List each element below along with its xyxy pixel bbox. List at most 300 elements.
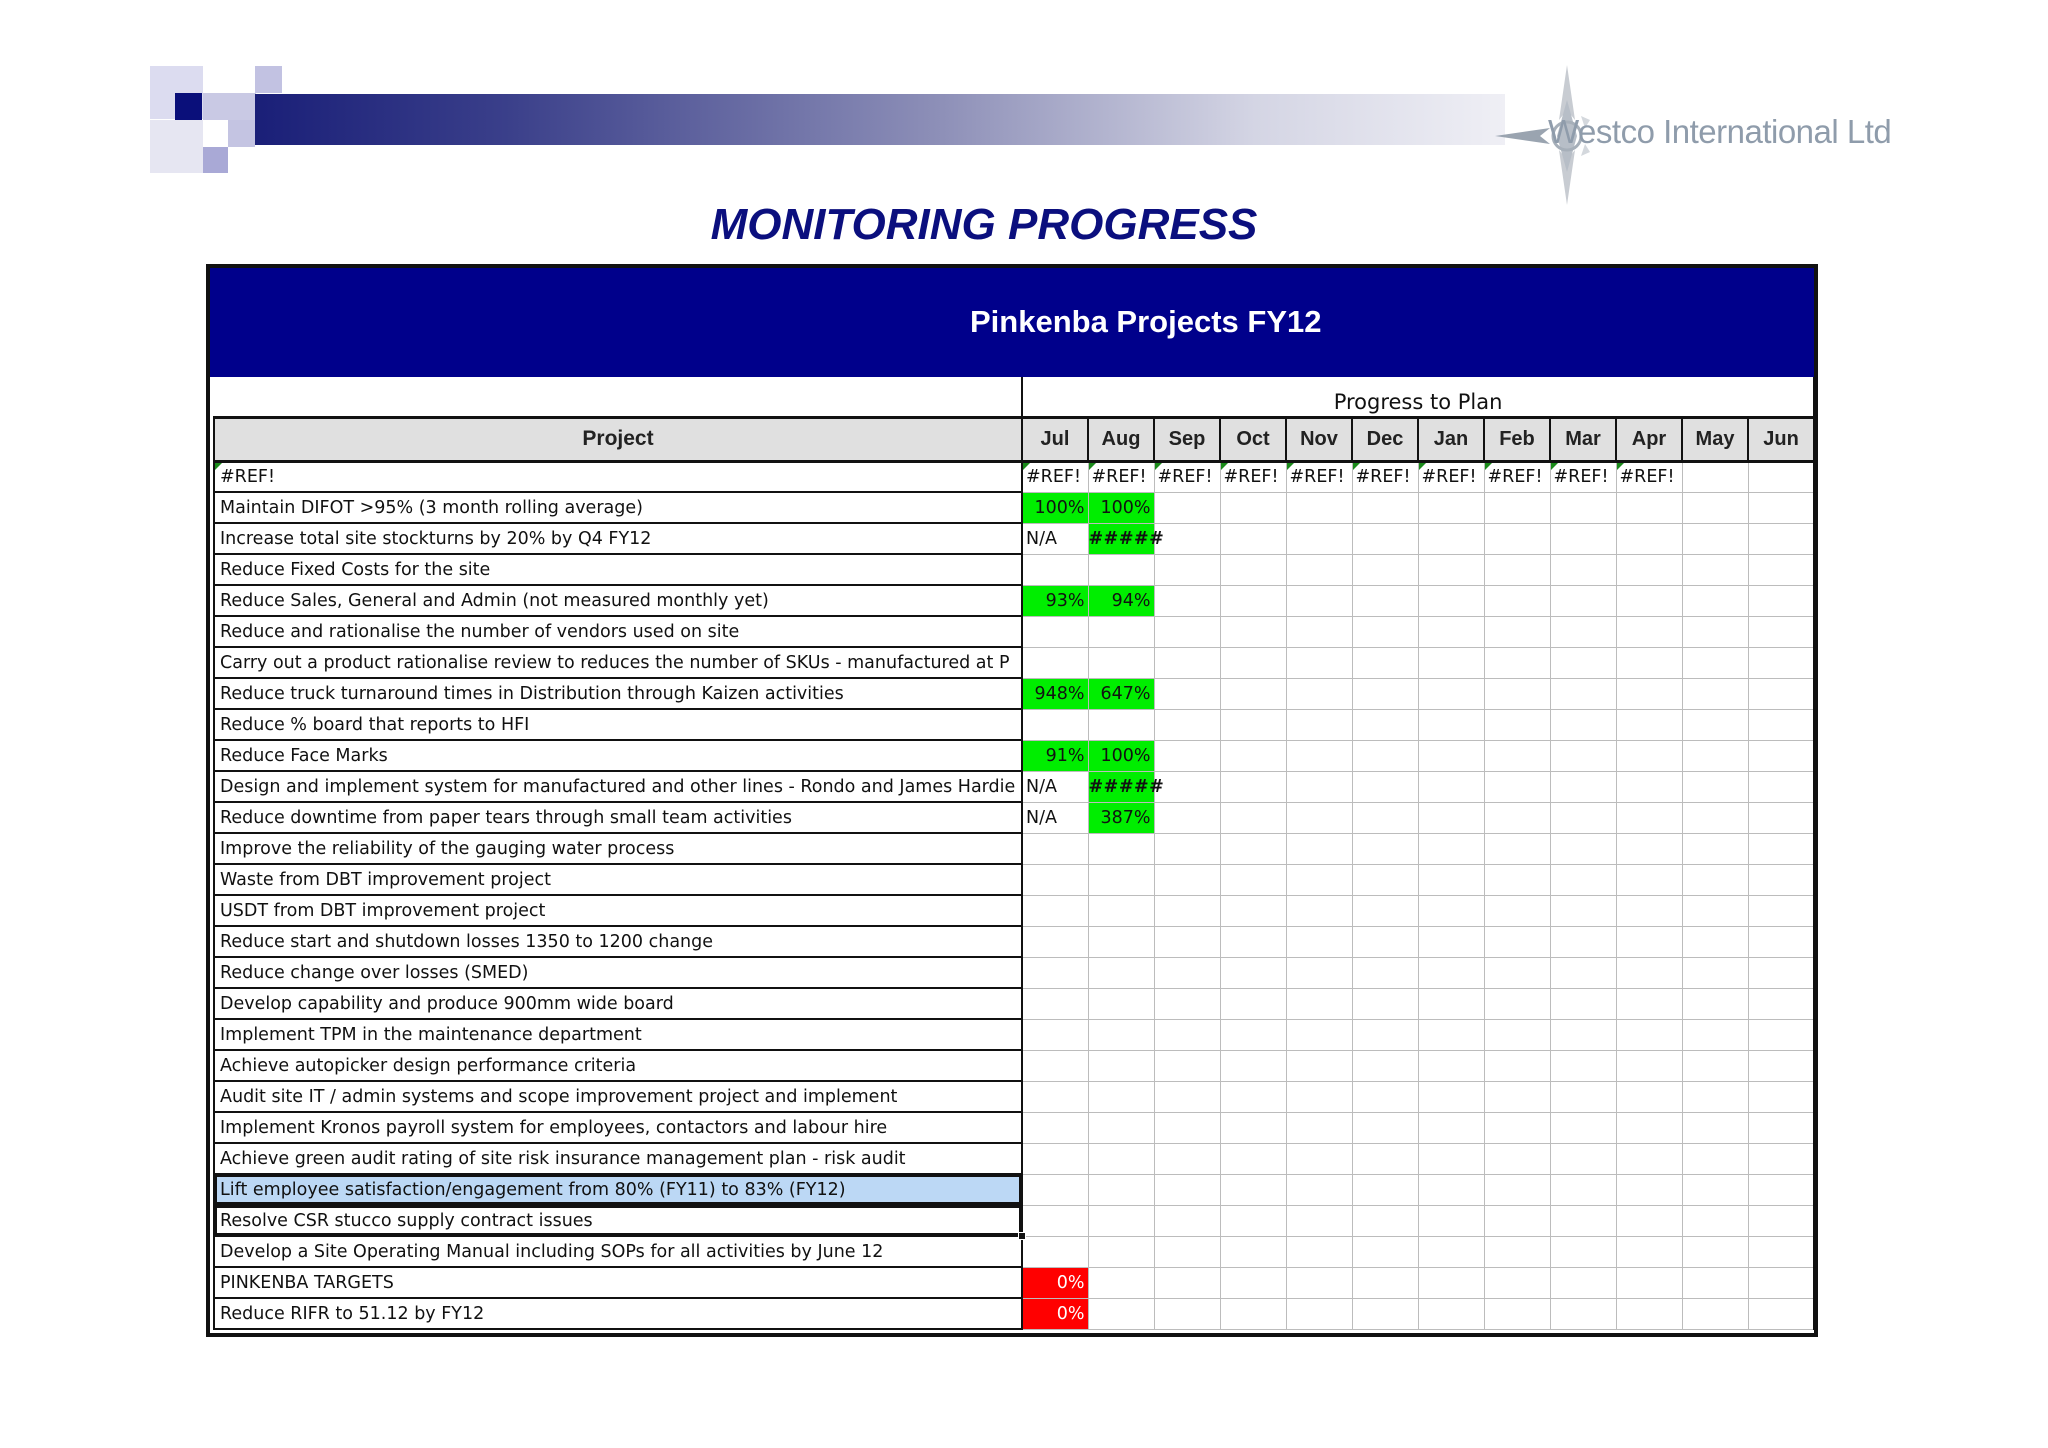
month-cell-jul[interactable] [1022,647,1088,678]
month-cell-may[interactable] [1682,926,1748,957]
month-cell-sep[interactable] [1154,833,1220,864]
month-cell-sep[interactable] [1154,1019,1220,1050]
project-cell[interactable]: Implement TPM in the maintenance department [214,1019,1022,1050]
month-cell-oct[interactable] [1220,585,1286,616]
month-cell-apr[interactable] [1616,709,1682,740]
month-cell-oct[interactable] [1220,492,1286,523]
month-cell-nov[interactable] [1286,1236,1352,1267]
month-cell-oct[interactable] [1220,957,1286,988]
month-cell-feb[interactable] [1484,1050,1550,1081]
month-cell-may[interactable] [1682,740,1748,771]
month-cell-jan[interactable] [1418,771,1484,802]
month-cell-aug[interactable] [1088,1050,1154,1081]
month-cell-feb[interactable]: #REF! [1484,461,1550,492]
month-cell-oct[interactable] [1220,895,1286,926]
month-cell-jan[interactable] [1418,833,1484,864]
month-cell-aug[interactable] [1088,1205,1154,1236]
month-cell-apr[interactable] [1616,1174,1682,1205]
month-cell-jul[interactable] [1022,554,1088,585]
month-cell-mar[interactable] [1550,1205,1616,1236]
month-cell-aug[interactable] [1088,1174,1154,1205]
month-cell-nov[interactable] [1286,802,1352,833]
month-cell-jun[interactable] [1748,523,1814,554]
month-cell-may[interactable] [1682,647,1748,678]
project-cell[interactable]: Reduce Face Marks [214,740,1022,771]
month-cell-nov[interactable] [1286,1081,1352,1112]
month-cell-jan[interactable] [1418,1050,1484,1081]
month-cell-aug[interactable]: 100% [1088,492,1154,523]
month-cell-mar[interactable] [1550,1236,1616,1267]
month-cell-dec[interactable] [1352,554,1418,585]
month-cell-jun[interactable] [1748,678,1814,709]
month-cell-jun[interactable] [1748,1236,1814,1267]
month-cell-jan[interactable] [1418,1143,1484,1174]
month-cell-sep[interactable] [1154,957,1220,988]
month-cell-jul[interactable] [1022,988,1088,1019]
month-cell-jan[interactable] [1418,895,1484,926]
month-cell-sep[interactable] [1154,1143,1220,1174]
month-cell-may[interactable] [1682,523,1748,554]
month-cell-jun[interactable] [1748,1081,1814,1112]
month-cell-jan[interactable] [1418,585,1484,616]
month-cell-dec[interactable] [1352,926,1418,957]
month-cell-apr[interactable] [1616,740,1682,771]
month-cell-oct[interactable] [1220,1081,1286,1112]
month-cell-dec[interactable] [1352,678,1418,709]
month-cell-aug[interactable] [1088,957,1154,988]
month-cell-oct[interactable] [1220,1050,1286,1081]
month-cell-nov[interactable] [1286,1050,1352,1081]
month-cell-may[interactable] [1682,1267,1748,1298]
month-cell-nov[interactable] [1286,988,1352,1019]
month-cell-dec[interactable] [1352,833,1418,864]
month-cell-nov[interactable] [1286,678,1352,709]
project-cell[interactable]: Reduce start and shutdown losses 1350 to 1200 change [214,926,1022,957]
month-cell-feb[interactable] [1484,1143,1550,1174]
month-cell-jan[interactable] [1418,1081,1484,1112]
month-cell-aug[interactable] [1088,1143,1154,1174]
month-cell-jun[interactable] [1748,1143,1814,1174]
month-cell-jul[interactable]: N/A [1022,802,1088,833]
project-cell[interactable]: Carry out a product rationalise review to reduces the number of SKUs - manufactured at P [214,647,1022,678]
project-cell[interactable]: Reduce RIFR to 51.12 by FY12 [214,1298,1022,1329]
month-cell-aug[interactable] [1088,647,1154,678]
month-cell-may[interactable] [1682,1174,1748,1205]
project-cell[interactable]: Reduce truck turnaround times in Distribution through Kaizen activities [214,678,1022,709]
month-cell-dec[interactable] [1352,647,1418,678]
project-cell[interactable]: Develop capability and produce 900mm wide board [214,988,1022,1019]
month-cell-nov[interactable] [1286,833,1352,864]
month-cell-jul[interactable] [1022,833,1088,864]
month-cell-apr[interactable] [1616,1019,1682,1050]
month-cell-feb[interactable] [1484,1205,1550,1236]
month-cell-mar[interactable] [1550,523,1616,554]
month-cell-jun[interactable] [1748,709,1814,740]
month-cell-jul[interactable]: 93% [1022,585,1088,616]
month-cell-aug[interactable] [1088,988,1154,1019]
month-cell-may[interactable] [1682,616,1748,647]
column-header-jul[interactable]: Jul [1022,417,1088,461]
month-cell-feb[interactable] [1484,585,1550,616]
month-cell-aug[interactable] [1088,926,1154,957]
month-cell-oct[interactable] [1220,1019,1286,1050]
project-cell[interactable]: Reduce % board that reports to HFI [214,709,1022,740]
month-cell-jan[interactable] [1418,616,1484,647]
month-cell-dec[interactable] [1352,1081,1418,1112]
month-cell-oct[interactable] [1220,802,1286,833]
month-cell-oct[interactable] [1220,1112,1286,1143]
month-cell-sep[interactable] [1154,709,1220,740]
column-header-jun[interactable]: Jun [1748,417,1814,461]
month-cell-feb[interactable] [1484,988,1550,1019]
month-cell-nov[interactable] [1286,1174,1352,1205]
month-cell-jan[interactable] [1418,957,1484,988]
month-cell-jan[interactable] [1418,740,1484,771]
month-cell-dec[interactable] [1352,864,1418,895]
month-cell-feb[interactable] [1484,1267,1550,1298]
month-cell-jul[interactable]: N/A [1022,523,1088,554]
month-cell-aug[interactable] [1088,1298,1154,1329]
month-cell-jul[interactable] [1022,709,1088,740]
month-cell-apr[interactable] [1616,1112,1682,1143]
month-cell-oct[interactable] [1220,1174,1286,1205]
month-cell-dec[interactable] [1352,957,1418,988]
month-cell-nov[interactable] [1286,864,1352,895]
month-cell-jul[interactable] [1022,864,1088,895]
month-cell-may[interactable] [1682,709,1748,740]
month-cell-sep[interactable] [1154,895,1220,926]
month-cell-oct[interactable] [1220,771,1286,802]
month-cell-mar[interactable] [1550,492,1616,523]
month-cell-apr[interactable] [1616,926,1682,957]
month-cell-dec[interactable] [1352,709,1418,740]
month-cell-may[interactable] [1682,554,1748,585]
month-cell-jun[interactable] [1748,926,1814,957]
month-cell-apr[interactable] [1616,585,1682,616]
month-cell-jul[interactable]: N/A [1022,771,1088,802]
month-cell-oct[interactable] [1220,523,1286,554]
month-cell-jun[interactable] [1748,771,1814,802]
month-cell-mar[interactable] [1550,1143,1616,1174]
project-cell[interactable]: PINKENBA TARGETS [214,1267,1022,1298]
month-cell-mar[interactable] [1550,988,1616,1019]
month-cell-feb[interactable] [1484,523,1550,554]
project-cell[interactable]: Reduce downtime from paper tears through small team activities [214,802,1022,833]
month-cell-jun[interactable] [1748,1112,1814,1143]
month-cell-aug[interactable] [1088,864,1154,895]
month-cell-apr[interactable] [1616,1050,1682,1081]
month-cell-feb[interactable] [1484,1019,1550,1050]
month-cell-jun[interactable] [1748,1298,1814,1329]
month-cell-dec[interactable] [1352,771,1418,802]
month-cell-aug[interactable] [1088,616,1154,647]
month-cell-apr[interactable] [1616,647,1682,678]
month-cell-mar[interactable] [1550,678,1616,709]
month-cell-jul[interactable]: 0% [1022,1298,1088,1329]
month-cell-jan[interactable] [1418,647,1484,678]
project-cell[interactable]: Increase total site stockturns by 20% by Q4 FY12 [214,523,1022,554]
month-cell-mar[interactable] [1550,802,1616,833]
month-cell-jun[interactable] [1748,895,1814,926]
month-cell-feb[interactable] [1484,802,1550,833]
month-cell-jan[interactable]: #REF! [1418,461,1484,492]
month-cell-apr[interactable] [1616,1298,1682,1329]
month-cell-nov[interactable] [1286,1143,1352,1174]
month-cell-may[interactable] [1682,802,1748,833]
month-cell-nov[interactable] [1286,554,1352,585]
month-cell-nov[interactable] [1286,647,1352,678]
project-cell[interactable]: Audit site IT / admin systems and scope improvement project and implement [214,1081,1022,1112]
project-cell[interactable]: Achieve autopicker design performance criteria [214,1050,1022,1081]
month-cell-mar[interactable] [1550,1081,1616,1112]
month-cell-oct[interactable] [1220,833,1286,864]
month-cell-nov[interactable] [1286,585,1352,616]
month-cell-mar[interactable] [1550,1267,1616,1298]
month-cell-may[interactable] [1682,1236,1748,1267]
month-cell-sep[interactable] [1154,802,1220,833]
month-cell-jul[interactable]: 100% [1022,492,1088,523]
month-cell-jul[interactable] [1022,616,1088,647]
month-cell-aug[interactable] [1088,1112,1154,1143]
month-cell-apr[interactable] [1616,864,1682,895]
project-cell[interactable]: Design and implement system for manufactured and other lines - Rondo and James Hardie [214,771,1022,802]
month-cell-feb[interactable] [1484,492,1550,523]
month-cell-feb[interactable] [1484,833,1550,864]
month-cell-sep[interactable] [1154,1205,1220,1236]
month-cell-mar[interactable] [1550,585,1616,616]
month-cell-jul[interactable]: #REF! [1022,461,1088,492]
column-header-project[interactable]: Project [214,417,1022,461]
month-cell-feb[interactable] [1484,616,1550,647]
month-cell-mar[interactable] [1550,1019,1616,1050]
month-cell-nov[interactable] [1286,616,1352,647]
month-cell-aug[interactable] [1088,1019,1154,1050]
month-cell-dec[interactable] [1352,1267,1418,1298]
month-cell-jun[interactable] [1748,802,1814,833]
progress-to-plan-header[interactable]: Progress to Plan [1022,377,1814,417]
month-cell-sep[interactable] [1154,740,1220,771]
month-cell-oct[interactable] [1220,616,1286,647]
month-cell-sep[interactable] [1154,1112,1220,1143]
month-cell-jun[interactable] [1748,957,1814,988]
project-cell[interactable]: Waste from DBT improvement project [214,864,1022,895]
month-cell-oct[interactable] [1220,1298,1286,1329]
month-cell-mar[interactable] [1550,554,1616,585]
month-cell-dec[interactable]: #REF! [1352,461,1418,492]
month-cell-mar[interactable] [1550,864,1616,895]
month-cell-sep[interactable] [1154,1298,1220,1329]
month-cell-feb[interactable] [1484,678,1550,709]
month-cell-dec[interactable] [1352,1174,1418,1205]
month-cell-jul[interactable] [1022,1236,1088,1267]
month-cell-may[interactable] [1682,988,1748,1019]
month-cell-feb[interactable] [1484,709,1550,740]
project-cell[interactable]: Maintain DIFOT >95% (3 month rolling average) [214,492,1022,523]
month-cell-jan[interactable] [1418,492,1484,523]
month-cell-feb[interactable] [1484,554,1550,585]
month-cell-jun[interactable] [1748,1174,1814,1205]
month-cell-sep[interactable] [1154,585,1220,616]
month-cell-nov[interactable] [1286,957,1352,988]
month-cell-jan[interactable] [1418,1019,1484,1050]
month-cell-mar[interactable] [1550,926,1616,957]
month-cell-aug[interactable]: ##### [1088,771,1154,802]
month-cell-nov[interactable] [1286,1267,1352,1298]
month-cell-apr[interactable] [1616,1081,1682,1112]
project-cell[interactable]: Improve the reliability of the gauging water process [214,833,1022,864]
month-cell-sep[interactable] [1154,864,1220,895]
month-cell-dec[interactable] [1352,616,1418,647]
month-cell-sep[interactable] [1154,678,1220,709]
month-cell-dec[interactable] [1352,740,1418,771]
month-cell-apr[interactable] [1616,802,1682,833]
month-cell-aug[interactable] [1088,1236,1154,1267]
month-cell-dec[interactable] [1352,1143,1418,1174]
month-cell-may[interactable] [1682,1112,1748,1143]
month-cell-mar[interactable] [1550,895,1616,926]
month-cell-feb[interactable] [1484,864,1550,895]
month-cell-feb[interactable] [1484,647,1550,678]
column-header-oct[interactable]: Oct [1220,417,1286,461]
month-cell-nov[interactable] [1286,926,1352,957]
month-cell-may[interactable] [1682,771,1748,802]
month-cell-jun[interactable] [1748,554,1814,585]
month-cell-apr[interactable]: #REF! [1616,461,1682,492]
month-cell-oct[interactable] [1220,988,1286,1019]
month-cell-jan[interactable] [1418,1236,1484,1267]
month-cell-dec[interactable] [1352,492,1418,523]
month-cell-jul[interactable] [1022,957,1088,988]
month-cell-jan[interactable] [1418,988,1484,1019]
column-header-apr[interactable]: Apr [1616,417,1682,461]
project-cell[interactable]: USDT from DBT improvement project [214,895,1022,926]
month-cell-sep[interactable] [1154,1174,1220,1205]
month-cell-jun[interactable] [1748,1019,1814,1050]
month-cell-apr[interactable] [1616,1267,1682,1298]
project-cell[interactable]: Develop a Site Operating Manual including SOPs for all activities by June 12 [214,1236,1022,1267]
month-cell-apr[interactable] [1616,895,1682,926]
month-cell-may[interactable] [1682,461,1748,492]
month-cell-feb[interactable] [1484,1112,1550,1143]
month-cell-may[interactable] [1682,1205,1748,1236]
column-header-feb[interactable]: Feb [1484,417,1550,461]
month-cell-oct[interactable] [1220,1236,1286,1267]
project-cell[interactable]: Lift employee satisfaction/engagement from 80% (FY11) to 83% (FY12) [214,1174,1022,1205]
month-cell-nov[interactable] [1286,740,1352,771]
column-header-dec[interactable]: Dec [1352,417,1418,461]
month-cell-jul[interactable] [1022,1205,1088,1236]
month-cell-apr[interactable] [1616,988,1682,1019]
month-cell-feb[interactable] [1484,895,1550,926]
month-cell-oct[interactable] [1220,864,1286,895]
month-cell-oct[interactable] [1220,1205,1286,1236]
month-cell-sep[interactable] [1154,771,1220,802]
month-cell-jan[interactable] [1418,1205,1484,1236]
project-cell[interactable]: #REF! [214,461,1022,492]
project-cell[interactable]: Reduce Sales, General and Admin (not measured monthly yet) [214,585,1022,616]
month-cell-nov[interactable]: #REF! [1286,461,1352,492]
month-cell-nov[interactable] [1286,709,1352,740]
month-cell-oct[interactable]: #REF! [1220,461,1286,492]
month-cell-oct[interactable] [1220,1143,1286,1174]
month-cell-jul[interactable] [1022,1050,1088,1081]
month-cell-apr[interactable] [1616,492,1682,523]
month-cell-apr[interactable] [1616,678,1682,709]
month-cell-dec[interactable] [1352,1112,1418,1143]
month-cell-jul[interactable] [1022,1112,1088,1143]
month-cell-feb[interactable] [1484,957,1550,988]
month-cell-apr[interactable] [1616,1143,1682,1174]
month-cell-nov[interactable] [1286,895,1352,926]
column-header-jan[interactable]: Jan [1418,417,1484,461]
month-cell-jun[interactable] [1748,647,1814,678]
month-cell-sep[interactable] [1154,1267,1220,1298]
month-cell-aug[interactable]: 100% [1088,740,1154,771]
month-cell-dec[interactable] [1352,585,1418,616]
month-cell-may[interactable] [1682,1298,1748,1329]
project-cell[interactable]: Reduce Fixed Costs for the site [214,554,1022,585]
month-cell-apr[interactable] [1616,1236,1682,1267]
month-cell-nov[interactable] [1286,1112,1352,1143]
month-cell-aug[interactable]: #REF! [1088,461,1154,492]
month-cell-may[interactable] [1682,895,1748,926]
month-cell-jun[interactable] [1748,740,1814,771]
month-cell-sep[interactable] [1154,523,1220,554]
month-cell-nov[interactable] [1286,492,1352,523]
month-cell-nov[interactable] [1286,1019,1352,1050]
month-cell-apr[interactable] [1616,554,1682,585]
month-cell-aug[interactable] [1088,554,1154,585]
month-cell-dec[interactable] [1352,1236,1418,1267]
project-cell[interactable]: Implement Kronos payroll system for employees, contactors and labour hire [214,1112,1022,1143]
month-cell-dec[interactable] [1352,1298,1418,1329]
month-cell-mar[interactable] [1550,1174,1616,1205]
month-cell-sep[interactable] [1154,1050,1220,1081]
month-cell-jan[interactable] [1418,1298,1484,1329]
month-cell-feb[interactable] [1484,771,1550,802]
month-cell-sep[interactable] [1154,1081,1220,1112]
column-header-may[interactable]: May [1682,417,1748,461]
month-cell-jul[interactable] [1022,1081,1088,1112]
month-cell-may[interactable] [1682,864,1748,895]
column-header-nov[interactable]: Nov [1286,417,1352,461]
month-cell-sep[interactable] [1154,492,1220,523]
month-cell-may[interactable] [1682,957,1748,988]
month-cell-jan[interactable] [1418,554,1484,585]
month-cell-oct[interactable] [1220,926,1286,957]
month-cell-aug[interactable]: 94% [1088,585,1154,616]
month-cell-aug[interactable] [1088,1081,1154,1112]
month-cell-nov[interactable] [1286,1205,1352,1236]
month-cell-nov[interactable] [1286,1298,1352,1329]
month-cell-jul[interactable]: 0% [1022,1267,1088,1298]
month-cell-aug[interactable] [1088,833,1154,864]
month-cell-mar[interactable] [1550,647,1616,678]
month-cell-mar[interactable] [1550,709,1616,740]
month-cell-oct[interactable] [1220,740,1286,771]
month-cell-jun[interactable] [1748,988,1814,1019]
month-cell-mar[interactable] [1550,1112,1616,1143]
month-cell-oct[interactable] [1220,678,1286,709]
month-cell-sep[interactable]: #REF! [1154,461,1220,492]
month-cell-jan[interactable] [1418,678,1484,709]
month-cell-apr[interactable] [1616,771,1682,802]
month-cell-aug[interactable]: ##### [1088,523,1154,554]
month-cell-mar[interactable] [1550,957,1616,988]
month-cell-feb[interactable] [1484,740,1550,771]
month-cell-apr[interactable] [1616,523,1682,554]
project-cell[interactable]: Achieve green audit rating of site risk insurance management plan - risk audit [214,1143,1022,1174]
